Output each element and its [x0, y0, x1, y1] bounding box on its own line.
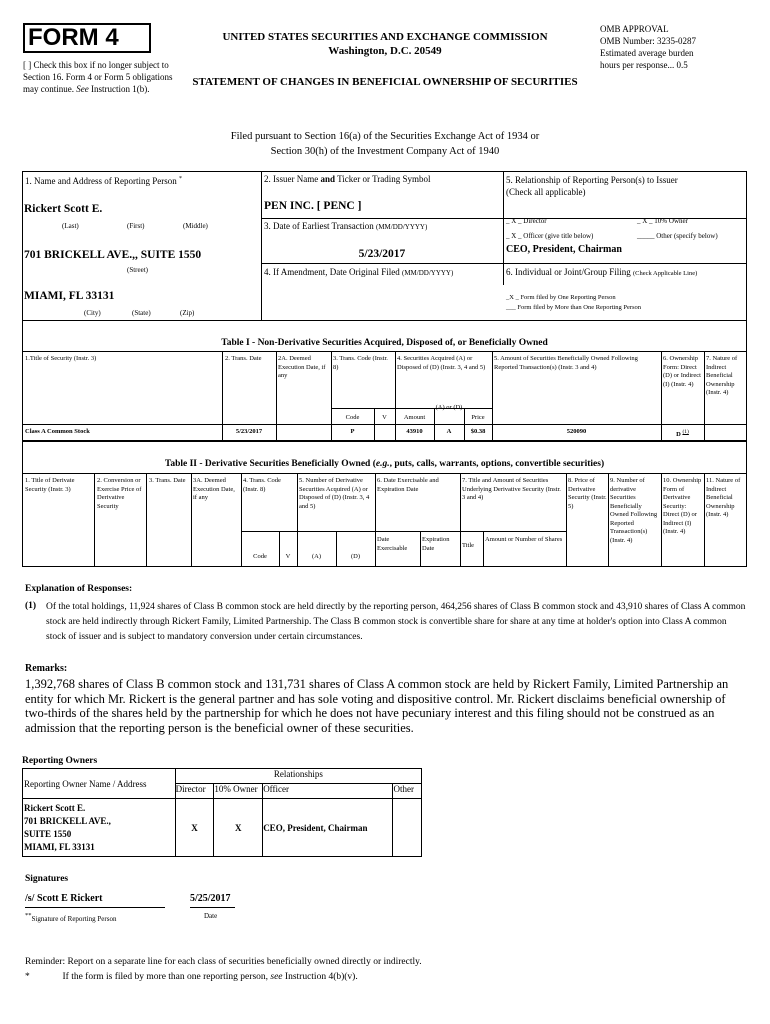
- signature-date: 5/25/2017: [190, 893, 231, 904]
- footnote-link[interactable]: (1): [682, 429, 689, 435]
- director-check[interactable]: _ X _ Director: [506, 217, 547, 225]
- table1-title: Table I - Non-Derivative Securities Acquired, Disposed of, or Beneficially Owned: [221, 338, 548, 348]
- reporting-owners-table: Reporting Owner Name / Address Relationships Director 10% Owner Officer Other Rickert Scott E. 701 BRICKELL AVE., SUITE 1550 MIAMI, FL 33131 X X CEO, President, Chairman: [22, 768, 422, 857]
- explanation-heading: Explanation of Responses:: [25, 584, 133, 594]
- filed-by-more-check[interactable]: ___ Form filed by More than One Reporting Person: [506, 304, 642, 311]
- check-box-text: [ ] Check this box if no longer subject to Section 16. Form 4 or Form 5 obligations may continue. See Instruction 1(b).: [23, 60, 173, 94]
- remarks-heading: Remarks:: [25, 663, 68, 674]
- earliest-transaction-date: 5/23/2017: [358, 248, 406, 260]
- reporting-owners-heading: Reporting Owners: [22, 756, 98, 766]
- date-label: Date: [204, 912, 218, 920]
- filed-pursuant: Filed pursuant to Section 16(a) of the Securities Exchange Act of 1934 or Section 30(h) of the Investment Company Act of 1940: [230, 131, 540, 157]
- agency-city: Washington, D.C. 20549: [328, 45, 442, 57]
- reporting-person-city: MIAMI, FL 33131: [24, 290, 115, 302]
- form-title: FORM 4: [28, 24, 119, 51]
- agency-name: UNITED STATES SECURITIES AND EXCHANGE COMMISSION: [222, 31, 548, 43]
- ten-percent-owner-check[interactable]: _ X _ 10% Owner: [637, 217, 688, 225]
- officer-check[interactable]: _ X _ Officer (give title below): [506, 232, 594, 240]
- statement-title: STATEMENT OF CHANGES IN BENEFICIAL OWNERSHIP OF SECURITIES: [192, 76, 578, 88]
- signature-name: /s/ Scott E Rickert: [25, 893, 103, 904]
- checkbox-no-longer-subject[interactable]: [ ] Check this box if no longer subject to Section 16. Form 4 or Form 5 obligations may continue.: [23, 60, 173, 94]
- officer-title: CEO, President, Chairman: [506, 244, 622, 255]
- form-title-box: [23, 23, 151, 53]
- table-row: Class A Common Stock: [25, 428, 90, 435]
- table2-title: Table II - Derivative Securities Beneficially Owned (e.g., puts, calls, warrants, options, convertible securities): [164, 459, 605, 469]
- explanation-number: (1): [25, 601, 37, 611]
- reporting-person-name: Rickert Scott E.: [24, 203, 103, 215]
- issuer-name: PEN INC. [ PENC ]: [264, 200, 362, 212]
- box1-label: 1. Name and Address of Reporting Person *: [25, 176, 182, 186]
- reminder-text: Reminder: Report on a separate line for each class of securities beneficially owned directly or indirectly.: [25, 957, 422, 967]
- box4-label: 4. If Amendment, Date Original Filed (MM/DD/YYYY): [264, 267, 454, 277]
- box5-label: 5. Relationship of Reporting Person(s) to Issuer (Check all applicable): [506, 175, 678, 197]
- reporting-person-street: 701 BRICKELL AVE.,, SUITE 1550: [24, 249, 202, 261]
- box3-label: 3. Date of Earliest Transaction (MM/DD/YYYY): [264, 221, 428, 231]
- box2-label: 2. Issuer Name and Ticker or Trading Symbol: [264, 174, 431, 184]
- footer-note: * If the form is filed by more than one reporting person, see Instruction 4(b)(v).: [25, 972, 358, 982]
- signature-label: **Signature of Reporting Person: [25, 912, 117, 923]
- table-row: Rickert Scott E. 701 BRICKELL AVE., SUITE 1550 MIAMI, FL 33131 X X CEO, President, Chairman: [23, 799, 422, 857]
- signatures-heading: Signatures: [25, 874, 69, 884]
- other-check[interactable]: _____ Other (specify below): [637, 232, 718, 240]
- box6-label: 6. Individual or Joint/Group Filing (Check Applicable Line): [506, 267, 698, 277]
- omb-box: OMB APPROVAL OMB Number: 3235-0287 Estimated average burden hours per response... 0.5: [600, 24, 696, 70]
- explanation-text: Of the total holdings, 11,924 shares of Class B common stock are held directly by the reporting person, 464,256 shares of Class B common stock and 43,910 shares of Class A common stock are held indirectly through Rickert Family, Limited Partnership. The Class B common stock is convertible share for share at any time at holder's option into Class A common stock of issuer and is subject to mandatory conversion under certain circumstances.: [46, 602, 746, 642]
- filed-by-one-check[interactable]: _X _ Form filed by One Reporting Person: [506, 294, 616, 301]
- remarks-text: 1,392,768 shares of Class B common stock and 131,731 shares of Class A common stock are held by Rickert Family, Limited Partnership an entity for which Mr. Rickert is the general partner and has sole voting and dispositive control. Mr. Rickert disclaims beneficial ownership of two-thirds of the shares held by the partnership for which he does not have pecuniary interest and this filing should not be construed as an admission that the reporting person is the beneficial owner of these securities.: [25, 677, 729, 735]
